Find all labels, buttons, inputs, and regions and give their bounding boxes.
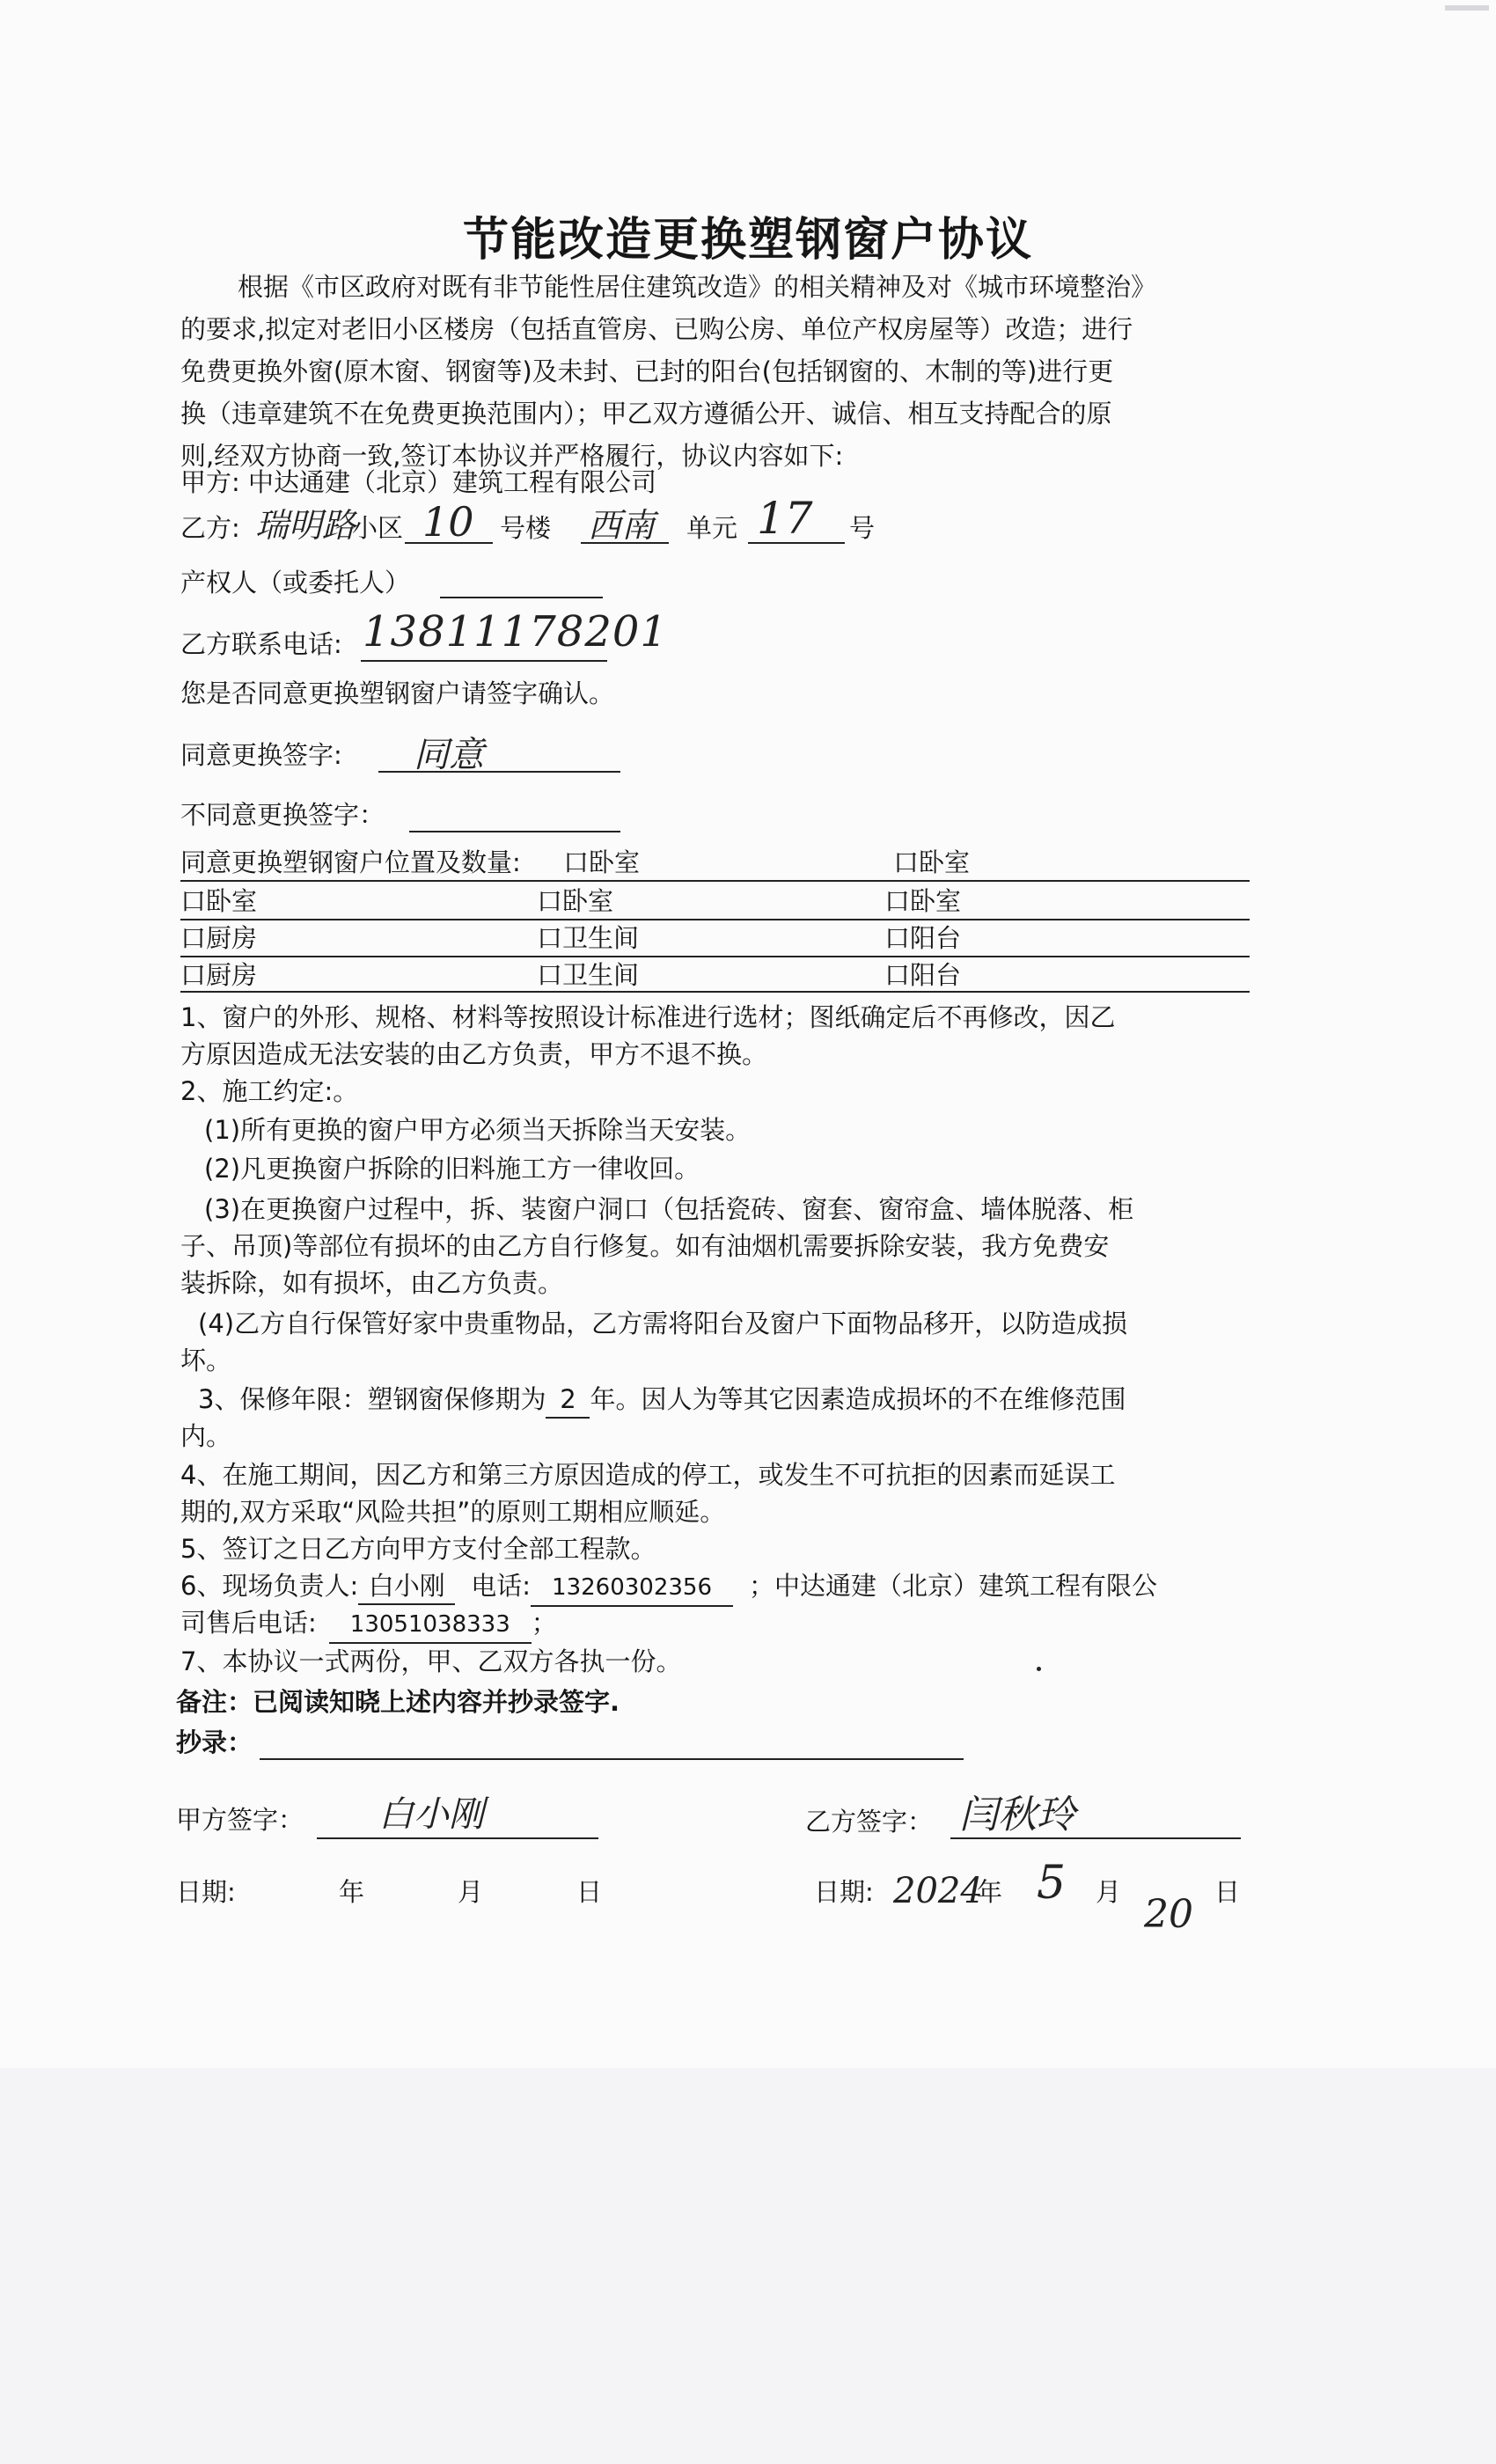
intro-line-4: 换（违章建筑不在免费更换范围内）；甲乙双方遵循公开、诚信、相互支持配合的原 (180, 399, 1112, 429)
phone-blank (361, 660, 607, 662)
ink-dot (1037, 1667, 1041, 1671)
position-r1-c3: 口卧室 (893, 847, 971, 877)
date-b-year: 年 (977, 1877, 1003, 1907)
position-r4-c3: 口阳台 (884, 960, 962, 990)
date-a-label: 日期: (176, 1877, 236, 1907)
sign-a-blank (317, 1837, 598, 1839)
position-r1-c1: 口卧室 (563, 847, 641, 877)
room-suffix: 号 (849, 513, 876, 543)
party-a-line: 甲方: 中达通建（北京）建筑工程有限公司 (180, 467, 656, 497)
intro-line-1: 根据《市区政府对既有非节能性居住建筑改造》的相关精神及对《城市环境整治》 (238, 272, 1157, 302)
clause-2-item-2: (2)凡更换窗户拆除的旧料施工方一律收回。 (204, 1154, 700, 1184)
clause-6-prefix: 6、现场负责人: (180, 1571, 359, 1601)
clause-6-line-1 (180, 1568, 1157, 1607)
positions-label: 同意更换塑钢窗户位置及数量: (180, 847, 521, 877)
copy-line (260, 1758, 964, 1760)
phone-label: 乙方联系电话: (180, 629, 342, 659)
date-b-day-handwriting: 20 (1144, 1892, 1193, 1937)
date-b-month-handwriting: 5 (1037, 1857, 1067, 1910)
clause-6-end: ； (531, 1608, 557, 1638)
date-a-day: 日 (576, 1877, 603, 1907)
community-suffix: 小区 (352, 513, 404, 543)
sign-b-label: 乙方签字： (805, 1807, 934, 1837)
agree-handwriting: 同意 (414, 735, 484, 775)
sign-a-label: 甲方签字： (176, 1805, 304, 1835)
clause-7: 7、本协议一式两份，甲、乙双方各执一份。 (180, 1646, 682, 1676)
building-suffix: 号楼 (500, 513, 552, 543)
clause-3-prefix: 3、保修年限：塑钢窗保修期为 (198, 1384, 546, 1414)
positions-row-4-rule (180, 991, 1250, 993)
sign-a-handwriting: 白小刚 (378, 1794, 484, 1835)
position-r3-c3: 口阳台 (884, 923, 962, 953)
clause-2-item-1: (1)所有更换的窗户甲方必须当天拆除当天安装。 (204, 1115, 752, 1145)
party-b-label: 乙方: (180, 513, 240, 543)
date-b-year-handwriting: 2024 (893, 1871, 983, 1911)
room-handwriting: 17 (757, 493, 813, 544)
date-b-label: 日期: (814, 1877, 874, 1907)
clause-3-line-1 (198, 1382, 1126, 1419)
sign-b-handwriting: 闫秋玲 (959, 1793, 1075, 1837)
disagree-label: 不同意更换签字： (180, 800, 385, 830)
position-r3-c2: 口卫生间 (537, 923, 640, 953)
position-r3-c1: 口厨房 (180, 923, 258, 953)
clause-2-item-4-line-2: 坏。 (180, 1346, 232, 1375)
clause-2-item-3-line-2: 子、吊顶)等部位有损坏的由乙方自行修复。如有油烟机需要拆除安装，我方免费安 (180, 1231, 1110, 1261)
intro-line-2: 的要求,拟定对老旧小区楼房（包括直管房、已购公房、单位产权房屋等）改造；进行 (180, 314, 1133, 344)
position-r2-c3: 口卧室 (884, 886, 962, 916)
clause-1-line-2: 方原因造成无法安装的由乙方负责，甲方不退不换。 (180, 1039, 768, 1069)
after-sales-phone: 13051038333 (329, 1607, 532, 1644)
position-r2-c1: 口卧室 (180, 886, 258, 916)
warranty-years: 2 (546, 1382, 590, 1419)
agree-label: 同意更换签字: (180, 740, 342, 770)
clause-2-item-3-line-3: 装拆除，如有损坏，由乙方负责。 (180, 1268, 564, 1298)
owner-blank (440, 597, 603, 598)
positions-row-3-rule (180, 956, 1250, 957)
phone-handwriting: 13811178201 (363, 607, 668, 656)
intro-line-5: 则,经双方协商一致,签订本协议并严格履行，协议内容如下: (180, 441, 844, 471)
date-a-month: 月 (458, 1877, 484, 1907)
clause-6-line-2 (180, 1605, 557, 1644)
consent-question: 您是否同意更换塑钢窗户请签字确认。 (180, 678, 615, 708)
clause-1-line-1: 1、窗户的外形、规格、材料等按照设计标准进行选材；图纸确定后不再修改，因乙 (180, 1002, 1116, 1032)
clause-2-heading: 2、施工约定:。 (180, 1076, 359, 1106)
building-handwriting: 10 (422, 498, 474, 546)
scan-edge-mark (1445, 5, 1489, 11)
positions-row-2-rule (180, 919, 1250, 920)
unit-suffix: 单元 (686, 513, 738, 543)
intro-line-3: 免费更换外窗(原木窗、钢窗等)及未封、已封的阳台(包括钢窗的、木制的等)进行更 (180, 356, 1114, 386)
clause-4-line-1: 4、在施工期间，因乙方和第三方原因造成的停工，或发生不可抗拒的因素而延误工 (180, 1460, 1116, 1490)
clause-5: 5、签订之日乙方向甲方支付全部工程款。 (180, 1534, 656, 1564)
date-b-month: 月 (1096, 1877, 1122, 1907)
copy-label: 抄录： (176, 1727, 253, 1757)
site-manager-name: 白小刚 (358, 1568, 455, 1605)
positions-row-1-rule (180, 880, 1250, 882)
clause-2-item-3-line-1: (3)在更换窗户过程中，拆、装窗户洞口（包括瓷砖、窗套、窗帘盒、墙体脱落、柜 (204, 1194, 1134, 1224)
position-r4-c2: 口卫生间 (537, 960, 640, 990)
position-r2-c2: 口卧室 (537, 886, 614, 916)
date-a-year: 年 (339, 1877, 365, 1907)
after-sales-phone-label: 司售后电话: (180, 1608, 317, 1638)
date-b-day: 日 (1214, 1877, 1241, 1907)
disagree-signature-blank (409, 831, 620, 832)
clause-3-suffix: 年。因人为等其它因素造成损坏的不在维修范围 (590, 1384, 1126, 1414)
document-title: 节能改造更换塑钢窗户协议 (462, 214, 1033, 267)
site-manager-phone: 13260302356 (531, 1570, 733, 1607)
remark: 备注：已阅读知晓上述内容并抄录签字. (176, 1687, 620, 1717)
clause-2-item-4-line-1: (4)乙方自行保管好家中贵重物品，乙方需将阳台及窗户下面物品移开，以防造成损 (198, 1309, 1128, 1338)
community-handwriting: 瑞明路 (255, 506, 356, 545)
clause-6-suffix: ；中达通建（北京）建筑工程有限公 (749, 1571, 1158, 1601)
clause-4-line-2: 期的,双方采取“风险共担”的原则工期相应顺延。 (180, 1497, 726, 1527)
clause-3-line-2: 内。 (180, 1421, 232, 1451)
site-manager-phone-label: 电话: (471, 1571, 532, 1601)
owner-label: 产权人（或委托人） (180, 568, 411, 598)
unit-handwriting: 西南 (588, 506, 656, 545)
position-r4-c1: 口厨房 (180, 960, 258, 990)
